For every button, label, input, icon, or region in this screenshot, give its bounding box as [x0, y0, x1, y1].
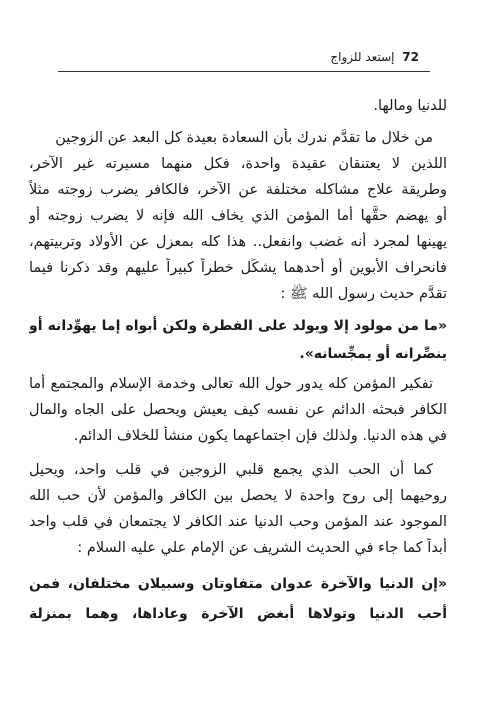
running-header	[330, 50, 419, 64]
text-line: أبداً كما جاء في الحديث الشريف عن الإمام علي عليه السلام :	[77, 540, 447, 556]
book-title: إستعد للزواج	[330, 50, 395, 64]
page-number: 72	[402, 50, 419, 64]
hadith-quote-line: أحب الدنيا وتولاها أبغض الآخرة وعاداها، وهما بمنزلة	[29, 606, 447, 622]
hadith-quote-line: «ما من مولود إلا ويولد على الفطرة ولكن أبواه إما يهوِّدانه أو	[29, 318, 447, 334]
text-line: فانحراف الأبوين أو أحدهما يشكِّل خطراً كبيراً عليهم وقد ذكرنا فيما	[29, 260, 447, 276]
text-line: في هذه الدنيا. ولذلك فإن اجتماعهما يكون منشأ للخلاف الدائم.	[73, 428, 447, 444]
text-line: تقدَّم حديث رسول الله ﷺ :	[280, 286, 447, 302]
text-line: الكافر فبحثه الدائم عن نفسه كيف يعيش ويحصل على الجاه والمال	[29, 402, 447, 418]
text-line: الموجود عند المؤمن وحب الدنيا عند الكافر لا يجتمعان في قلب واحد	[29, 514, 447, 530]
text-line: يهينها لمجرد أنه غضب وانفعل.. هذا كله بمعزل عن الأولاد وتربيتهم،	[29, 234, 447, 250]
text-line: وطريقة علاج مشاكله مختلفة عن الآخر، فالكافر يضرب زوجته مثلاً	[29, 182, 447, 198]
header-rule	[58, 71, 430, 72]
text-line: اللذين لا يعتنقان عقيدة واحدة، فكل منهما مسيرته غير الآخر،	[29, 156, 447, 172]
text-line: أو يهضم حقَّها أما المؤمن الذي يخاف الله فإنه لا يضرب زوجته أو	[29, 208, 447, 224]
text-line: روحيهما إلى روح واحدة لا يحصل بين الكافر والمؤمن لأن حب الله	[29, 488, 447, 504]
text-line: كما أن الحب الذي يجمع قلبي الزوجين في قلب واحد، ويحيل	[29, 462, 433, 478]
hadith-quote-line: «إن الدنيا والآخرة عدوان متفاوتان وسبيلان مختلفان، فمن	[29, 576, 447, 592]
text-line: من خلال ما تقدَّم ندرك بأن السعادة بعيدة كل البعد عن الزوجين	[55, 130, 433, 146]
text-line: تفكير المؤمن كله يدور حول الله تعالى وخدمة الإسلام والمجتمع أما	[29, 376, 433, 392]
hadith-quote-line: ينصِّرانه أو يمجِّسانه».	[299, 346, 447, 362]
text-line: للدنيا ومالها.	[373, 98, 447, 114]
